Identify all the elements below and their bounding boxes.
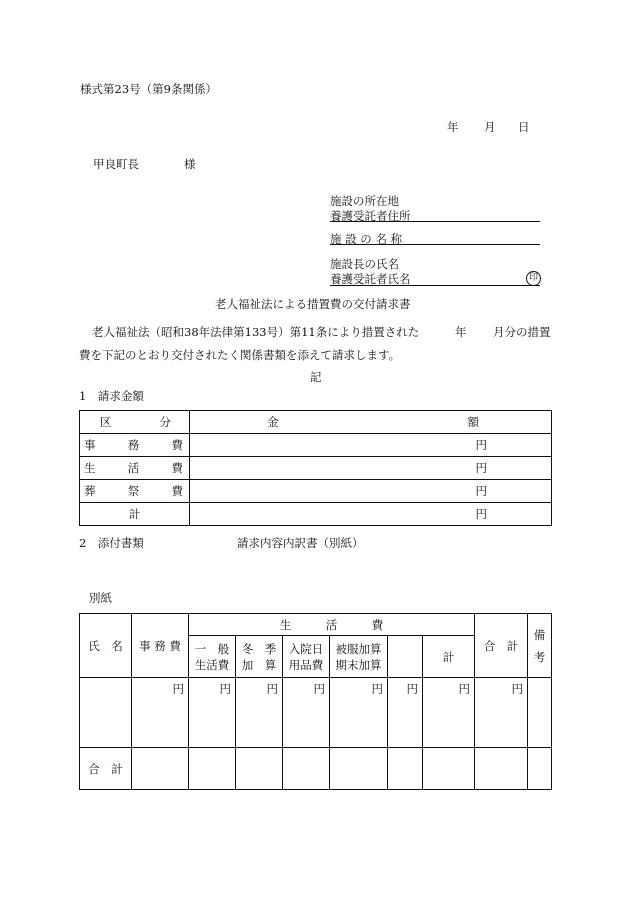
header-line: 一 般 [194,641,230,656]
row-label-char: 費 [171,461,183,475]
unit-cell: 円 [423,678,475,748]
unit-cell: 円 [189,678,236,748]
facility-name-label: 施 設 の 名 称 [330,232,403,246]
total-unit: 円 [190,503,552,526]
head-name-label: 施設長の氏名 [330,257,399,271]
header-line: 期末加算 [335,657,382,672]
table-row-total [80,748,552,790]
name-cell [80,678,132,748]
table-row [80,457,552,480]
unit-cell: 円 [475,678,528,748]
header-line: 被服加算 [335,641,382,656]
addressee-name: 甲良町長 [93,157,139,171]
addressee-honorific: 様 [184,157,196,171]
body-line2: 費を下記のとおり交付されたく関係書類を添えて請求します。 [79,348,401,362]
facility-name-underline [330,244,540,245]
row-unit: 円 [190,434,552,457]
unit-cell: 円 [388,678,423,748]
header-line: 入院日 [288,641,324,656]
body-line1-year: 年 [455,325,467,339]
header-amount-1: 金 [267,415,279,429]
date-month: 月 [484,120,496,134]
table-row [80,678,552,748]
header-line: 用品費 [288,657,324,672]
header-line: 加 算 [241,657,277,672]
remarks-char: 考 [533,649,546,664]
table-row [80,434,552,457]
date-day: 日 [518,120,530,134]
header-office-expense: 事 務 費 [132,614,189,678]
header-name: 氏 名 [80,614,132,678]
section1-heading: 1 請求金額 [79,389,144,403]
row-label-char: 祭 [127,484,140,498]
footer-total-label: 合 計 [80,748,132,790]
facility-address-label: 施設の所在地 [330,194,399,208]
unit-cell: 円 [132,678,189,748]
header-amount-2: 額 [467,415,479,429]
row-label-char: 葬 [84,484,96,498]
header-blank [388,636,423,678]
row-label-char: 務 [127,438,140,452]
trustee-name-label: 養護受託者氏名 [330,272,411,286]
attachment-table [79,613,552,790]
header-hospital-supplies [283,636,330,678]
row-label-char: 活 [127,461,140,475]
address-underline [330,221,540,222]
body-line1-month: 月分の措置 [493,325,551,339]
header-winter-addition [236,636,283,678]
row-label-char: 費 [171,438,183,452]
table-row [80,480,552,503]
unit-cell: 円 [236,678,283,748]
remarks-char: 備 [533,627,546,642]
header-subtotal: 計 [423,636,475,678]
date-year: 年 [447,120,459,134]
seal-icon: 印 [526,271,541,286]
ki-label: 記 [310,370,322,384]
header-total: 合 計 [475,614,528,678]
row-unit: 円 [190,457,552,480]
header-living-expense: 生 活 費 [189,614,475,636]
table-row-total [80,503,552,526]
amount-table [79,410,552,526]
header-clothing-addition [330,636,388,678]
header-general-living [189,636,236,678]
header-line: 生活費 [194,657,230,672]
document-title: 老人福祉法による措置費の交付請求書 [215,297,411,311]
header-line: 冬 季 [241,641,277,656]
amount-table-header [80,411,552,434]
header-category-1: 区 [100,415,112,429]
row-unit: 円 [190,480,552,503]
body-line1-a: 老人福祉法（昭和38年法律第133号）第11条により措置された [92,325,420,339]
row-label-char: 事 [84,438,96,452]
unit-cell: 円 [330,678,388,748]
form-number: 様式第23号（第9条関係） [80,82,217,96]
row-label-char: 費 [171,484,183,498]
total-label: 計 [80,503,190,526]
section2-heading: 2 添付書類 [79,536,144,550]
row-label-char: 生 [84,461,96,475]
head-name-underline [330,285,540,286]
remarks-cell [528,678,552,748]
section2-document: 請求内容内訳書（別紙） [237,536,364,550]
unit-cell: 円 [283,678,330,748]
trustee-address-label: 養護受託者住所 [330,209,411,223]
header-remarks [528,614,552,678]
attachment-label: 別紙 [89,591,112,605]
header-category-2: 分 [159,415,171,429]
